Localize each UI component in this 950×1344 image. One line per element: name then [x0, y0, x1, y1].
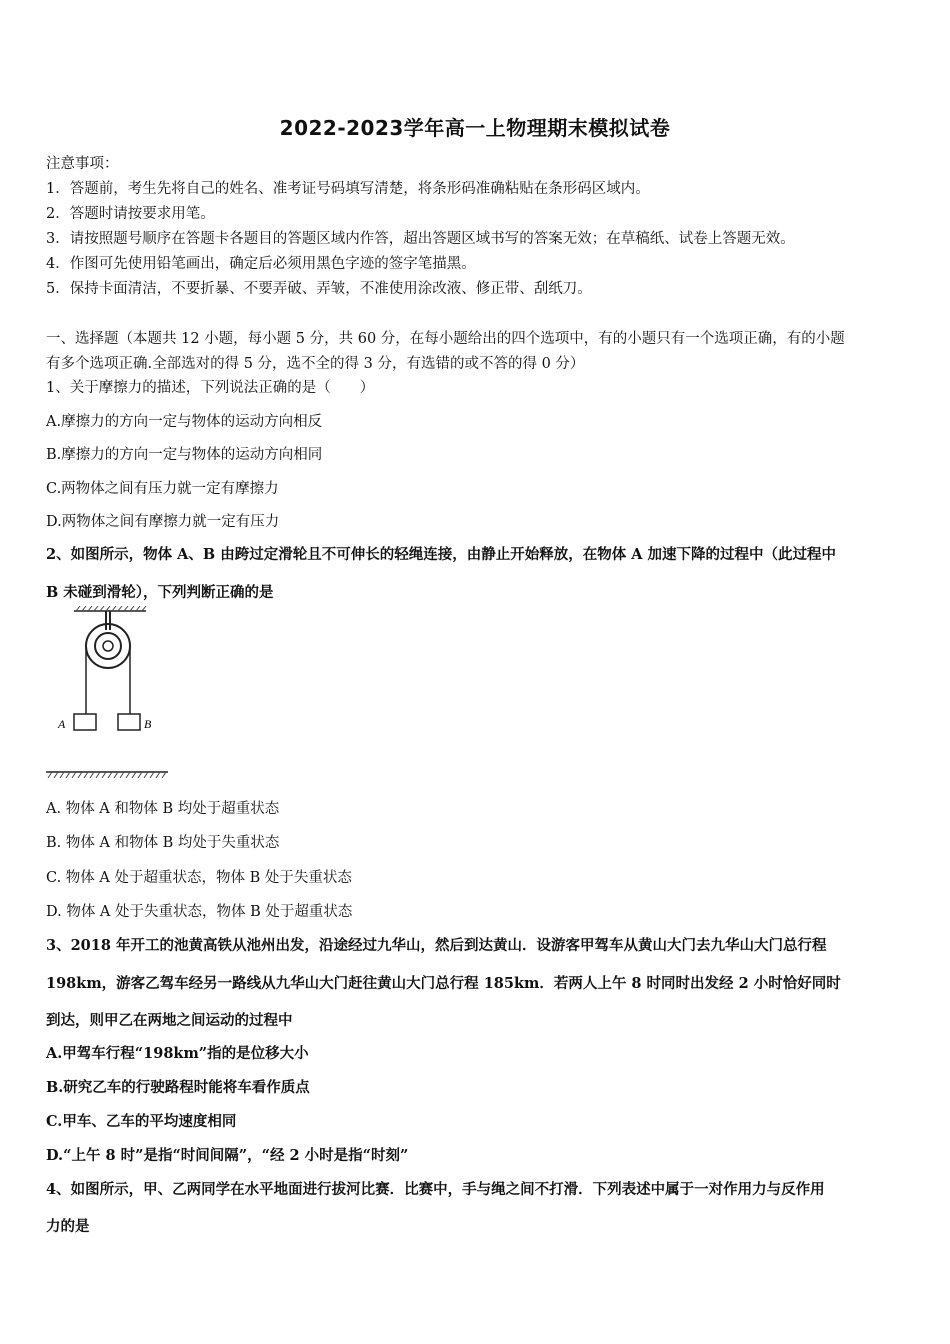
- q4-stem: 4、如图所示，甲、乙两同学在水平地面进行拔河比赛．比赛中，手与绳之间不打滑．下列表述中属于一对作用力与反作用: [46, 1181, 825, 1198]
- q2-option-d: D. 物体 A 处于失重状态，物体 B 处于超重状态: [46, 904, 353, 920]
- q2-option-b: B. 物体 A 和物体 B 均处于失重状态: [46, 835, 280, 851]
- q3-option-a: A.甲驾车行程“198km”指的是位移大小: [46, 1045, 309, 1062]
- q1-stem: 1、关于摩擦力的描述，下列说法正确的是（ ）: [46, 380, 375, 396]
- pulley-diagram: [46, 606, 176, 778]
- q3-option-d: D.“上午 8 时”是指“时间间隔”，“经 2 小时是指“时刻”: [46, 1147, 409, 1164]
- q3-option-b: B.研究乙车的行驶路程时能将车看作质点: [46, 1079, 310, 1096]
- notice-item: 1．答题前，考生先将自己的姓名、准考证号码填写清楚，将条形码准确粘贴在条形码区域内。: [46, 181, 650, 197]
- q2-option-c: C. 物体 A 处于超重状态，物体 B 处于失重状态: [46, 870, 352, 886]
- block-b: [118, 714, 140, 730]
- notice-heading: 注意事项：: [46, 156, 119, 172]
- q3-stem: 3、2018 年开工的池黄高铁从池州出发，沿途经过九华山，然后到达黄山．设游客甲驾车从黄山大门去九华山大门总行程: [46, 937, 827, 954]
- notice-item: 5．保持卡面清洁，不要折暴、不要弄破、弄皱，不准使用涂改液、修正带、刮纸刀。: [46, 281, 592, 297]
- ceiling: [74, 606, 146, 611]
- q1-option-a: A.摩擦力的方向一定与物体的运动方向相反: [46, 414, 323, 430]
- q1-option-b: B.摩擦力的方向一定与物体的运动方向相同: [46, 447, 323, 463]
- page-title: 2022-2023学年高一上物理期末模拟试卷: [279, 116, 671, 140]
- q2-stem: 2、如图所示，物体 A、B 由跨过定滑轮且不可伸长的轻绳连接，由静止开始释放，在物体 A 加速下降的过程中（此过程中: [46, 546, 837, 563]
- notice-item: 4．作图可先使用铅笔画出，确定后必须用黑色字迹的签字笔描黑。: [46, 256, 476, 272]
- label-a: A: [58, 717, 66, 731]
- q3-option-c: C.甲车、乙车的平均速度相同: [46, 1113, 237, 1130]
- q2-stem-cont: B 未碰到滑轮），下列判断正确的是: [46, 584, 274, 601]
- q3-stem-cont: 到达，则甲乙在两地之间运动的过程中: [46, 1012, 293, 1029]
- notice-item: 3．请按照题号顺序在答题卡各题目的答题区域内作答，超出答题区域书写的答案无效；在草稿纸、试卷上答题无效。: [46, 231, 795, 247]
- q1-option-c: C.两物体之间有压力就一定有摩擦力: [46, 481, 279, 497]
- label-b: B: [144, 717, 152, 731]
- section-heading: 一、选择题（本题共 12 小题，每小题 5 分，共 60 分，在每小题给出的四个选项中，有的小题只有一个选项正确，有的小题: [46, 331, 845, 347]
- q1-option-d: D.两物体之间有摩擦力就一定有压力: [46, 514, 280, 530]
- q2-option-a: A. 物体 A 和物体 B 均处于超重状态: [46, 801, 280, 817]
- section-heading-cont: 有多个选项正确.全部选对的得 5 分，选不全的得 3 分，有选错的或不答的得 0 分）: [46, 356, 585, 372]
- notice-item: 2．答题时请按要求用笔。: [46, 206, 215, 222]
- q4-stem-cont: 力的是: [46, 1218, 90, 1235]
- ground: [46, 772, 168, 778]
- block-a: [74, 714, 96, 730]
- q3-stem-cont: 198km，游客乙驾车经另一路线从九华山大门赶往黄山大门总行程 185km．若两人上午 8 时同时出发经 2 小时恰好同时: [46, 975, 841, 992]
- pulley-wheel: [86, 624, 130, 668]
